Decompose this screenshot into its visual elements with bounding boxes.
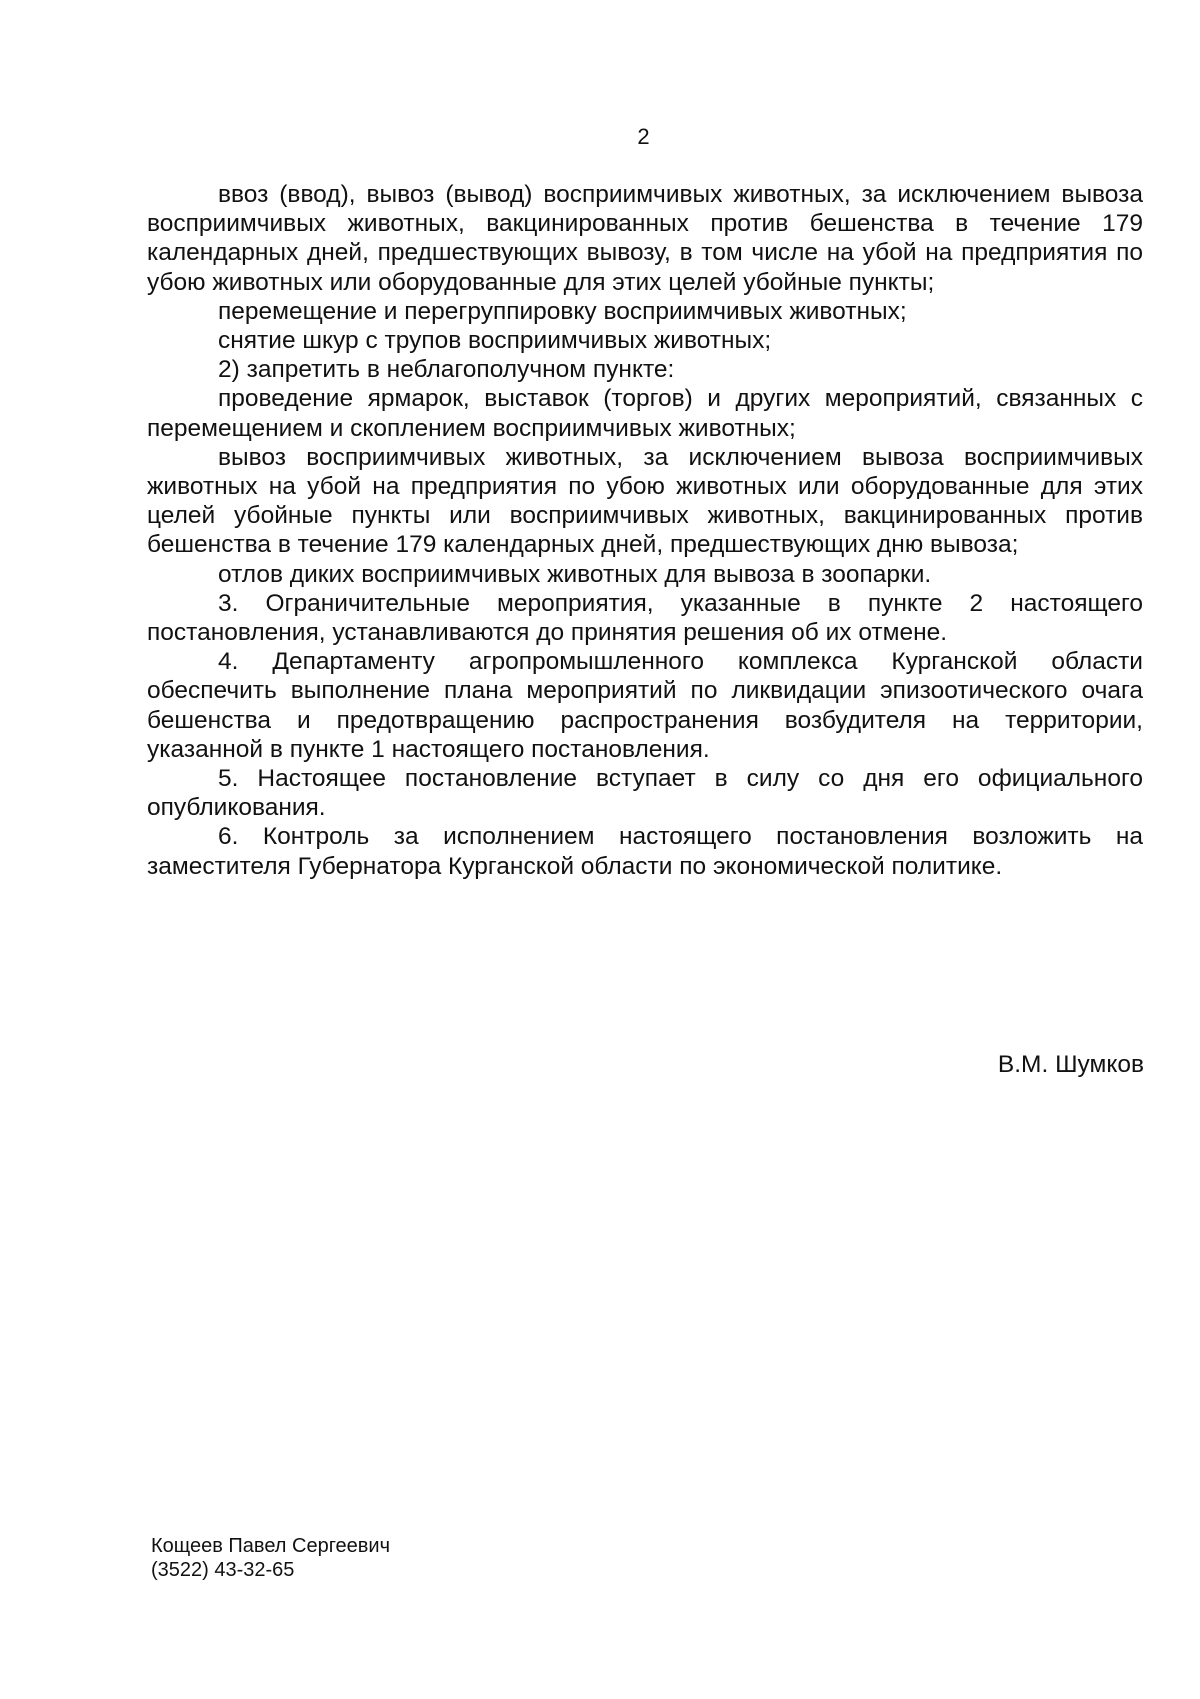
paragraph-item-2: 2) запретить в неблагополучном пункте: (218, 356, 675, 384)
contact-phone: (3522) 43-32-65 (151, 1559, 295, 1581)
paragraph-item-5: 5. Настоящее постановление вступает в силу со дня его официального опубликования. (147, 765, 1143, 822)
contact-name: Кощеев Павел Сергеевич (151, 1535, 391, 1557)
paragraph-fairs-ban: проведение ярмарок, выставок (торгов) и других мероприятий, связанных с перемещением и скоплением восприимчивых животных; (147, 385, 1143, 442)
paragraph-import-export-ban: ввоз (ввод), вывоз (вывод) восприимчивых животных, за исключением вывоза восприимчивых животных, вакцинированных против бешенства в течение 179 календарных дней, предшествующих вывозу, в том числе на убой на предприятия по убою животных или оборудованные для этих целей убойные пункты; (147, 181, 1143, 296)
paragraph-trapping-ban: отлов диких восприимчивых животных для вывоза в зоопарки. (218, 560, 932, 588)
paragraph-item-3: 3. Ограничительные мероприятия, указанные в пункте 2 настоящего постановления, устанавливаются до принятия решения об их отмене. (147, 589, 1143, 647)
paragraph-item-6: 6. Контроль за исполнением настоящего постановления возложить на заместителя Губернатора Курганской области по экономической политике. (147, 823, 1143, 880)
document-body (147, 180, 1143, 881)
page-number: 2 (637, 124, 650, 149)
paragraph-item-4: 4. Департаменту агропромышленного комплекса Курганской области обеспечить выполнение плана мероприятий по ликвидации эпизоотического очага бешенства и предотвращению распространения возбудителя на территории, указанной в пункте 1 настоящего постановления. (147, 648, 1143, 763)
paragraph-regrouping-ban: перемещение и перегруппировку восприимчивых животных; (218, 297, 907, 325)
paragraph-export-ban: вывоз восприимчивых животных, за исключением вывоза восприимчивых животных на убой на предприятия по убою животных или оборудованные для этих целей убойные пункты или восприимчивых животных, вакцинированных против бешенства в течение 179 календарных дней, предшествующих дню вывоза; (147, 443, 1143, 559)
contact-block (151, 1534, 390, 1582)
paragraph-skinning-ban: снятие шкур с трупов восприимчивых животных; (218, 327, 772, 355)
signature: В.М. Шумков (997, 1051, 1144, 1078)
